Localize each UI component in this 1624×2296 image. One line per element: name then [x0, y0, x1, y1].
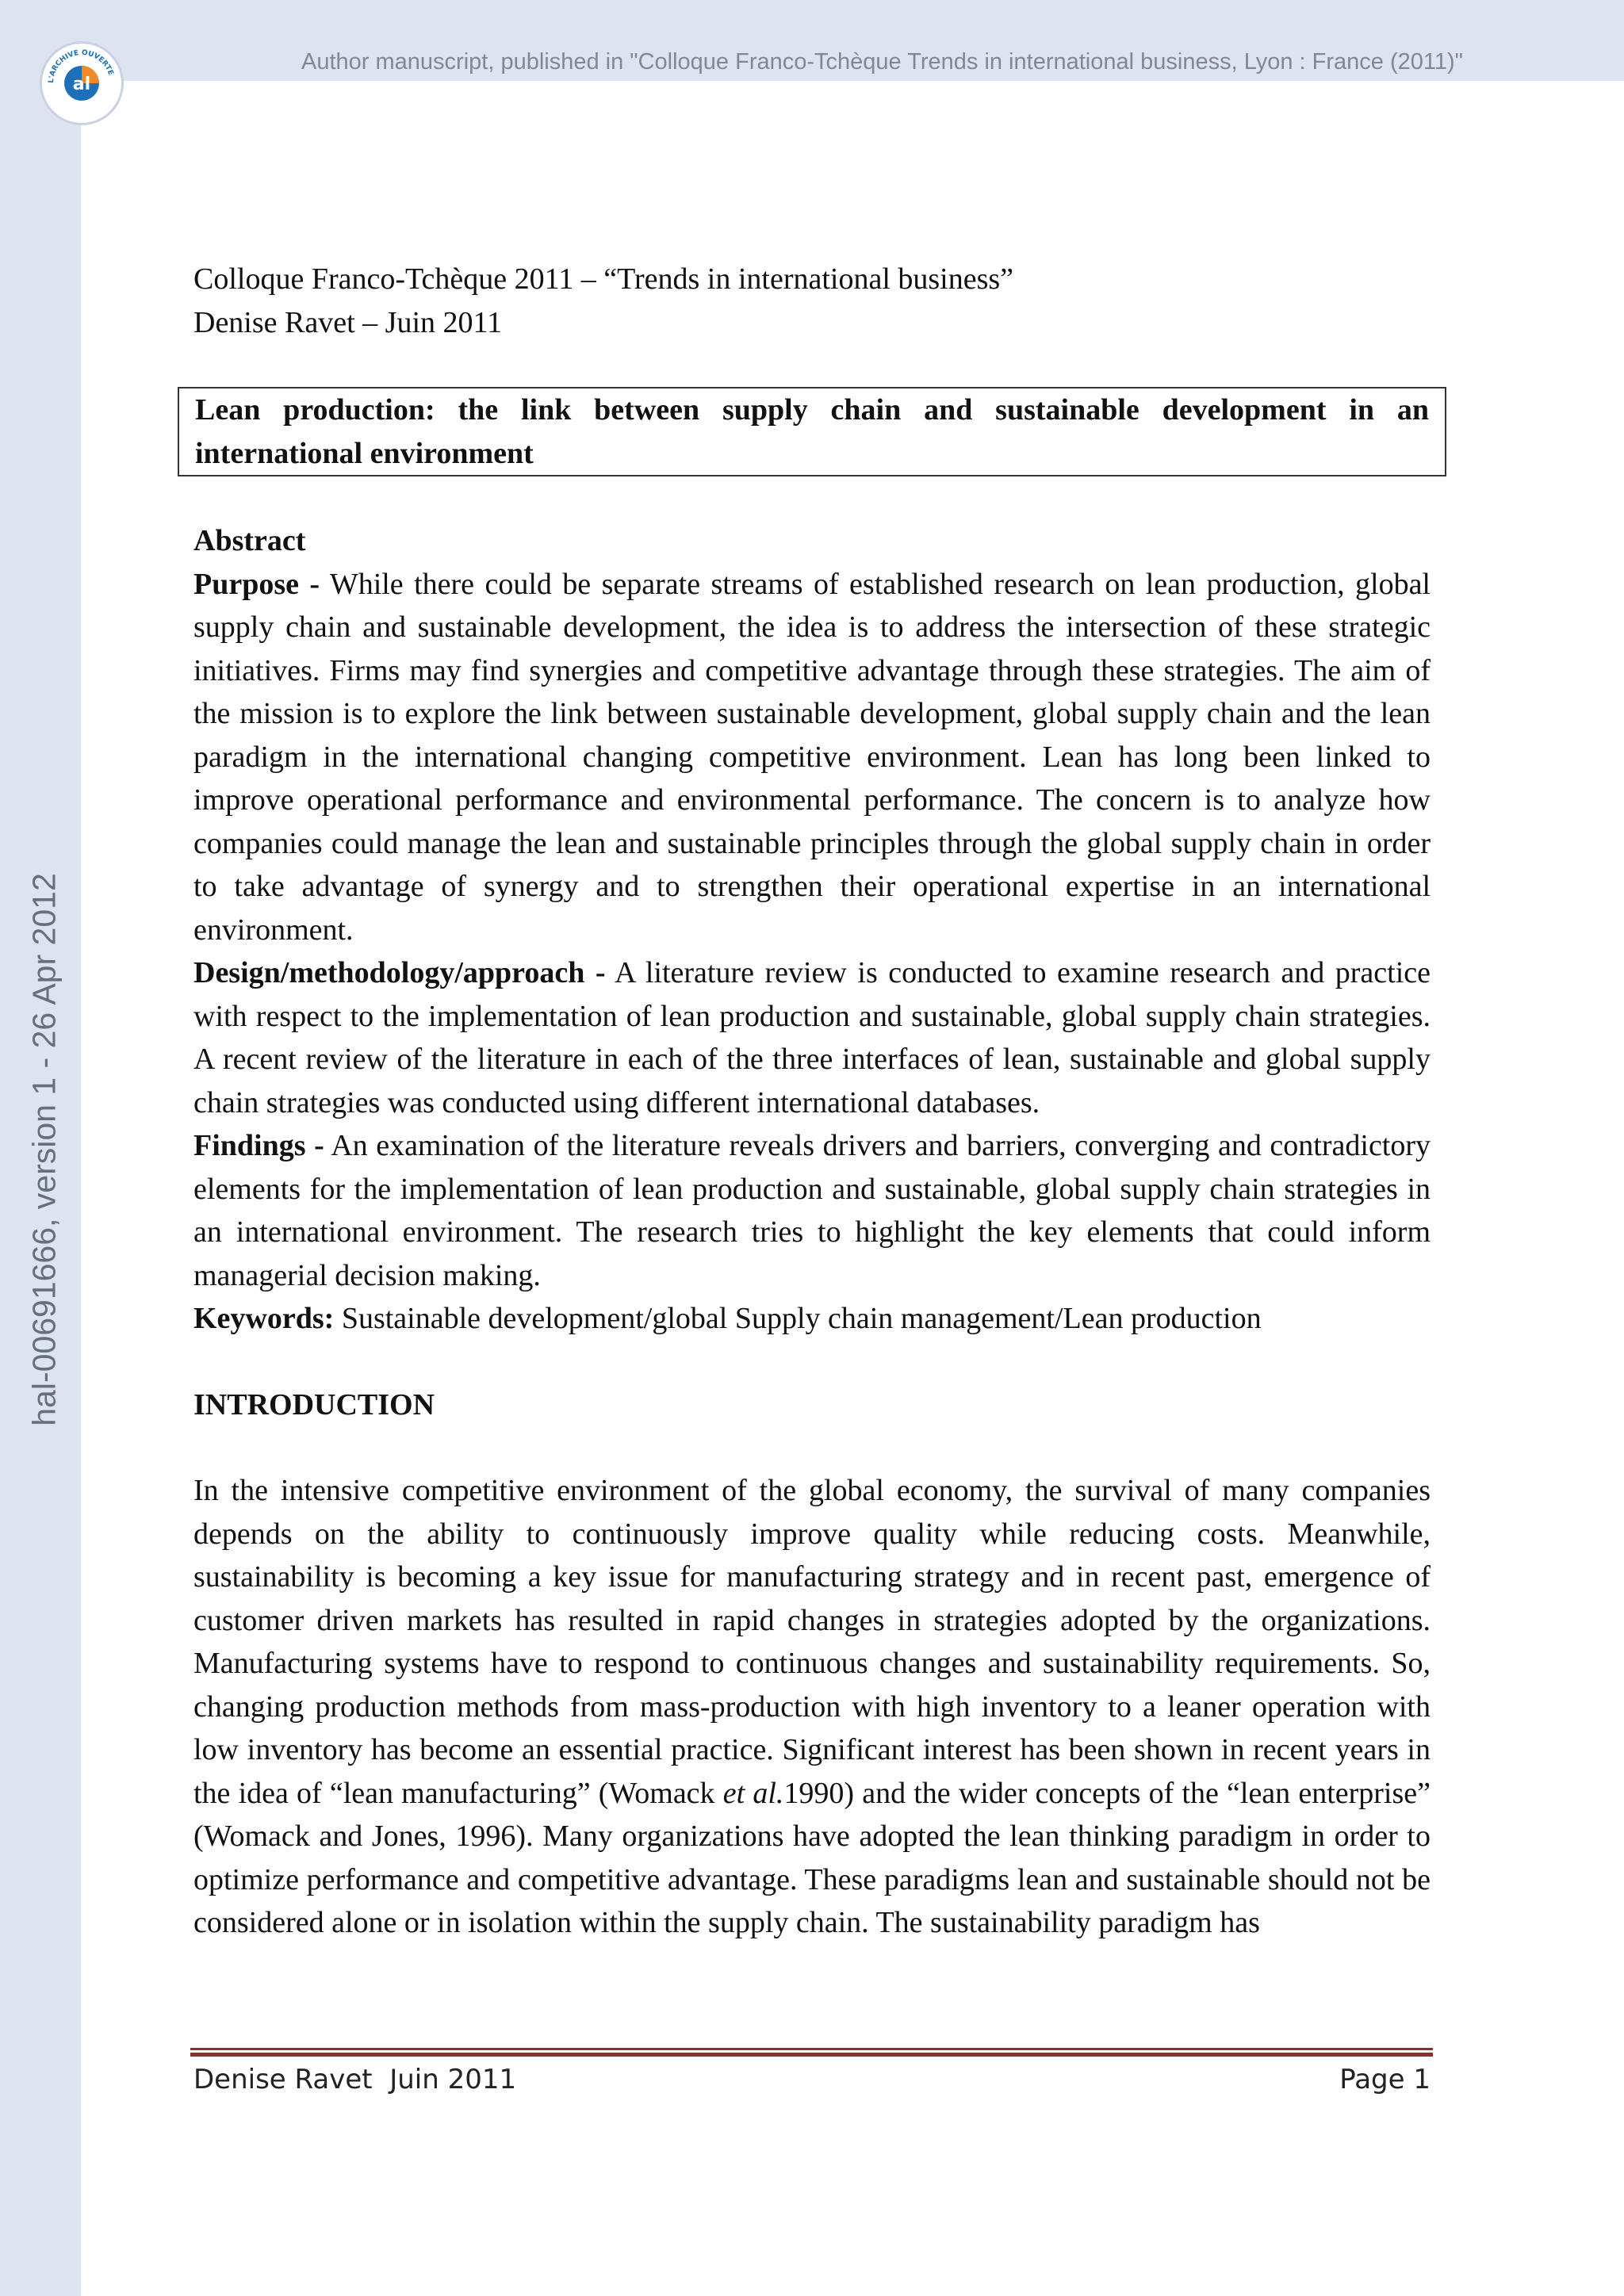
author-line: Denise Ravet – Juin 2011	[193, 305, 503, 339]
introduction-heading: INTRODUCTION	[193, 1387, 435, 1422]
intro-text-part2: 1990) and the wider concepts of the “lean enterprise” (Womack and Jones, 1996). Many organizations have adopted the lean thinking paradigm in order to optimize performance and competitive advantage. These paradigms lean and sustainable should not be considered alone or in isolation within the supply chain. The sustainability paradigm has	[193, 1776, 1431, 1939]
footer-author-date: Denise Ravet Juin 2011	[193, 2064, 517, 2095]
intro-text-part1: In the intensive competitive environment of the global economy, the survival of many companies depends on the ability to continuously improve quality while reducing costs. Meanwhile, sustainability is becoming a key issue for manufacturing strategy and in recent past, emergence of customer driven markets has resulted in rapid changes in strategies adopted by the organizations. Manufacturing systems have to respond to continuous changes and sustainability requirements. So, changing production methods from mass-production with high inventory to a leaner operation with low inventory has become an essential practice. Significant interest has been shown in recent years in the idea of “lean manufacturing” (Womack	[193, 1474, 1431, 1810]
abstract-heading: Abstract	[193, 524, 306, 557]
abstract-keywords	[193, 1297, 1431, 1341]
document-body	[193, 258, 1431, 1945]
findings-text: An examination of the literature reveals drivers and barriers, converging and contradictory elements for the implementation of lean production and sustainable, global supply chain strategies in an international environment. The research tries to highlight the key elements that could inform managerial decision making.	[193, 1129, 1431, 1292]
design-label: Design/methodology/approach -	[193, 956, 606, 989]
keywords-label: Keywords:	[193, 1302, 335, 1335]
hal-logo-letters: al	[72, 75, 91, 94]
abstract-purpose	[193, 563, 1431, 952]
intro-citation-italic: et al.	[722, 1776, 784, 1810]
abstract-findings	[193, 1124, 1431, 1297]
design-text: A literature review is conducted to examine research and practice with respect to the implementation of lean production and sustainable, global supply chain strategies. A recent review of the literature in each of the three interfaces of lean, sustainable and global supply chain strategies was conducted using different international databases.	[193, 956, 1431, 1119]
hal-logo-icon[interactable]	[40, 41, 124, 125]
introduction-paragraph	[193, 1469, 1431, 1945]
footer-page-number: Page 1	[1339, 2064, 1431, 2095]
paper-title: Lean production: the link between supply chain and sustainable development in an international environment	[178, 387, 1446, 476]
conference-line: Colloque Franco-Tchèque 2011 – “Trends in international business”	[193, 262, 1014, 296]
findings-label: Findings -	[193, 1129, 324, 1162]
footer-rule	[190, 2048, 1433, 2057]
abstract-design	[193, 951, 1431, 1124]
purpose-text: While there could be separate streams of established research on lean production, global supply chain and sustainable development, the idea is to address the intersection of these strategic initiatives. Firms may find synergies and competitive advantage through these strategies. The aim of the mission is to explore the link between sustainable development, global supply chain and the lean paradigm in the international changing competitive environment. Lean has long been linked to improve operational performance and environmental performance. The concern is to analyze how companies could manage the lean and sustainable principles through the global supply chain in order to take advantage of synergy and to strengthen their operational expertise in an international environment.	[193, 567, 1431, 947]
hal-header-text: Author manuscript, published in "Colloque Franco-Tchèque Trends in international business, Lyon : France (2011)"	[301, 49, 1463, 75]
keywords-text: Sustainable development/global Supply chain management/Lean production	[341, 1302, 1262, 1335]
hal-logo-ring-text: L'ARCHIVE OUVERTE	[47, 48, 115, 84]
hal-identifier: hal-00691666, version 1 - 26 Apr 2012	[25, 873, 63, 1426]
purpose-label: Purpose -	[193, 567, 320, 601]
